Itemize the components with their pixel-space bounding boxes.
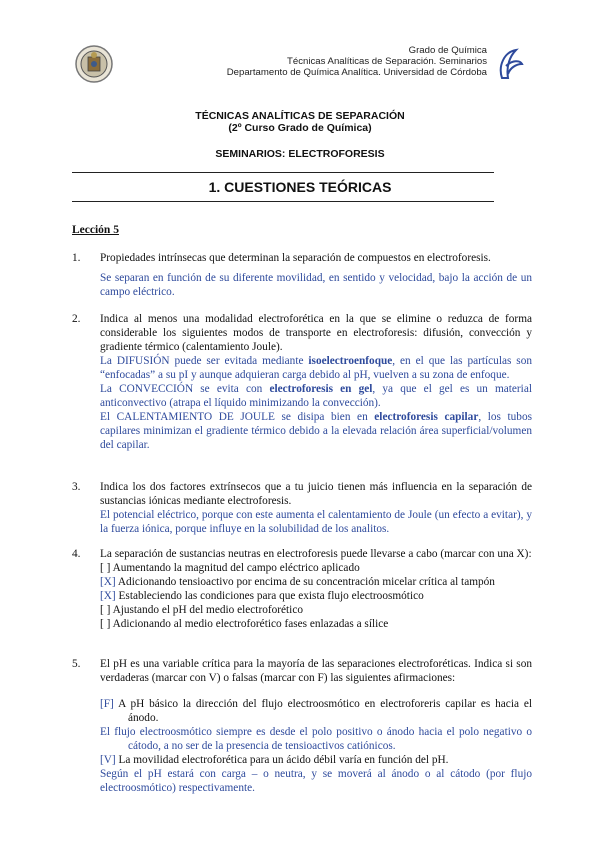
option-text: Adicionando al medio electroforético fases enlazadas a sílice [112, 618, 389, 630]
answer-joule [100, 410, 532, 452]
page-header [0, 0, 600, 90]
department-logo [494, 44, 524, 84]
statement-text: A pH básico la dirección del flujo electroosmótico en electroforeris capilar es hacia el ánodo. [118, 698, 532, 724]
statement-mark: [V] [100, 754, 116, 766]
divider-bottom [72, 201, 494, 202]
question-2 [72, 312, 532, 452]
option-mark: [ ] [100, 618, 111, 630]
question-text: Indica los dos factores extrínsecos que a tu juicio tienen más influencia en la separación de sustancias iónicas mediante electroforesis. [100, 481, 532, 507]
answer-text: , ya que el gel es un material anticonvectivo (atrapa el líquido minimizando la convección). [100, 383, 532, 409]
answer-bold-term: electroforesis en gel [269, 383, 373, 395]
question-number: 2. [72, 313, 81, 325]
answer-convection [100, 382, 532, 410]
answer-text: La CONVECCIÓN se evita con [100, 383, 270, 395]
answer-diffusion [100, 354, 532, 382]
option-item [100, 617, 532, 631]
question-5 [72, 657, 532, 795]
option-list [100, 561, 532, 631]
header-degree: Grado de Química [408, 45, 487, 56]
answer-text: La DIFUSIÓN puede ser evitada mediante [100, 355, 309, 367]
option-mark: [ ] [100, 562, 111, 574]
header-course: Técnicas Analíticas de Separación. Seminarios [287, 56, 487, 67]
statement-mark: [F] [100, 698, 114, 710]
answer-text: Se separan en función de su diferente movilidad, en sentido y velocidad, bajo la acción de un campo eléctrico. [100, 272, 532, 298]
question-text: La separación de sustancias neutras en electroforesis puede llevarse a cabo (marcar con una X): [100, 548, 532, 560]
option-item [100, 561, 532, 575]
doc-seminar: SEMINARIOS: ELECTROFORESIS [215, 148, 385, 160]
doc-course: (2º Curso Grado de Química) [228, 122, 372, 134]
option-item [100, 589, 532, 603]
option-mark: [X] [100, 590, 116, 602]
lesson-heading: Lección 5 [72, 224, 119, 236]
option-mark: [X] [100, 576, 116, 588]
option-item [100, 575, 532, 589]
option-text: Adicionando tensioactivo por encima de su concentración micelar crítica al tampón [117, 576, 495, 588]
question-text: El pH es una variable crítica para la mayoría de las separaciones electroforéticas. Indica si son verdaderas (marcar con V) o falsas (marcar con F) las siguientes afirmaciones: [100, 658, 532, 684]
answer-text: El CALENTAMIENTO DE JOULE se disipa bien en [100, 411, 375, 423]
header-department: Departamento de Química Analítica. Universidad de Córdoba [226, 67, 487, 78]
statement-2 [100, 753, 532, 767]
doc-title: TÉCNICAS ANALÍTICAS DE SEPARACIÓN [195, 110, 405, 122]
question-text: Propiedades intrínsecas que determinan la separación de compuestos en electroforesis. [100, 252, 491, 264]
question-number: 3. [72, 481, 81, 493]
header-text [227, 45, 487, 78]
statement-1-answer: El flujo electroosmótico siempre es desde el polo positivo o ánodo hacia el polo negativo o cátodo, a no ser de la presencia de tensioactivos catiónicos. [100, 726, 532, 752]
university-seal-logo [74, 44, 114, 84]
option-text: Aumentando la magnitud del campo eléctrico aplicado [112, 562, 360, 574]
answer-text: , los tubos capilares minimizan el gradiente térmico debido a la elevada relación área superficial/volumen del capilar. [100, 411, 532, 451]
option-text: Ajustando el pH del medio electroforético [112, 604, 303, 616]
option-item [100, 603, 532, 617]
answer-text: El potencial eléctrico, porque con este aumenta el calentamiento de Joule (un efecto a evitar), y la fuerza iónica, porque influye en la solubilidad de los analitos. [100, 509, 532, 535]
option-mark: [ ] [100, 604, 111, 616]
question-text: Indica al menos una modalidad electroforética en la que se elimine o reduzca de forma considerable los siguientes modos de transporte en electroforesis: difusión, convección y gradiente térmico (calentamiento Joule). [100, 313, 532, 353]
question-number: 1. [72, 252, 81, 264]
statement-1 [100, 697, 532, 725]
answer-bold-term: isoelectroenfoque [308, 355, 393, 367]
answer-bold-term: electroforesis capilar [374, 411, 479, 423]
option-text: Estableciendo las condiciones para que exista flujo electroosmótico [118, 590, 424, 602]
statement-2-answer: Según el pH estará con carga – o neutra, y se moverá al ánodo o al cátodo (por flujo electroosmótico) respectivamente. [100, 768, 532, 794]
question-number: 4. [72, 548, 81, 560]
question-3 [72, 480, 532, 536]
divider-top [72, 172, 494, 173]
question-number: 5. [72, 658, 81, 670]
statement-text: La movilidad electroforética para un ácido débil varía en función del pH. [118, 754, 449, 766]
question-4 [72, 547, 532, 631]
question-1 [72, 251, 532, 299]
section-title: 1. CUESTIONES TEÓRICAS [208, 179, 392, 195]
answer-text: , en el que las partículas son “enfocadas” a su pI y aunque adquieran carga debido al pH, vuelven a su zona de enfoque. [100, 355, 532, 381]
